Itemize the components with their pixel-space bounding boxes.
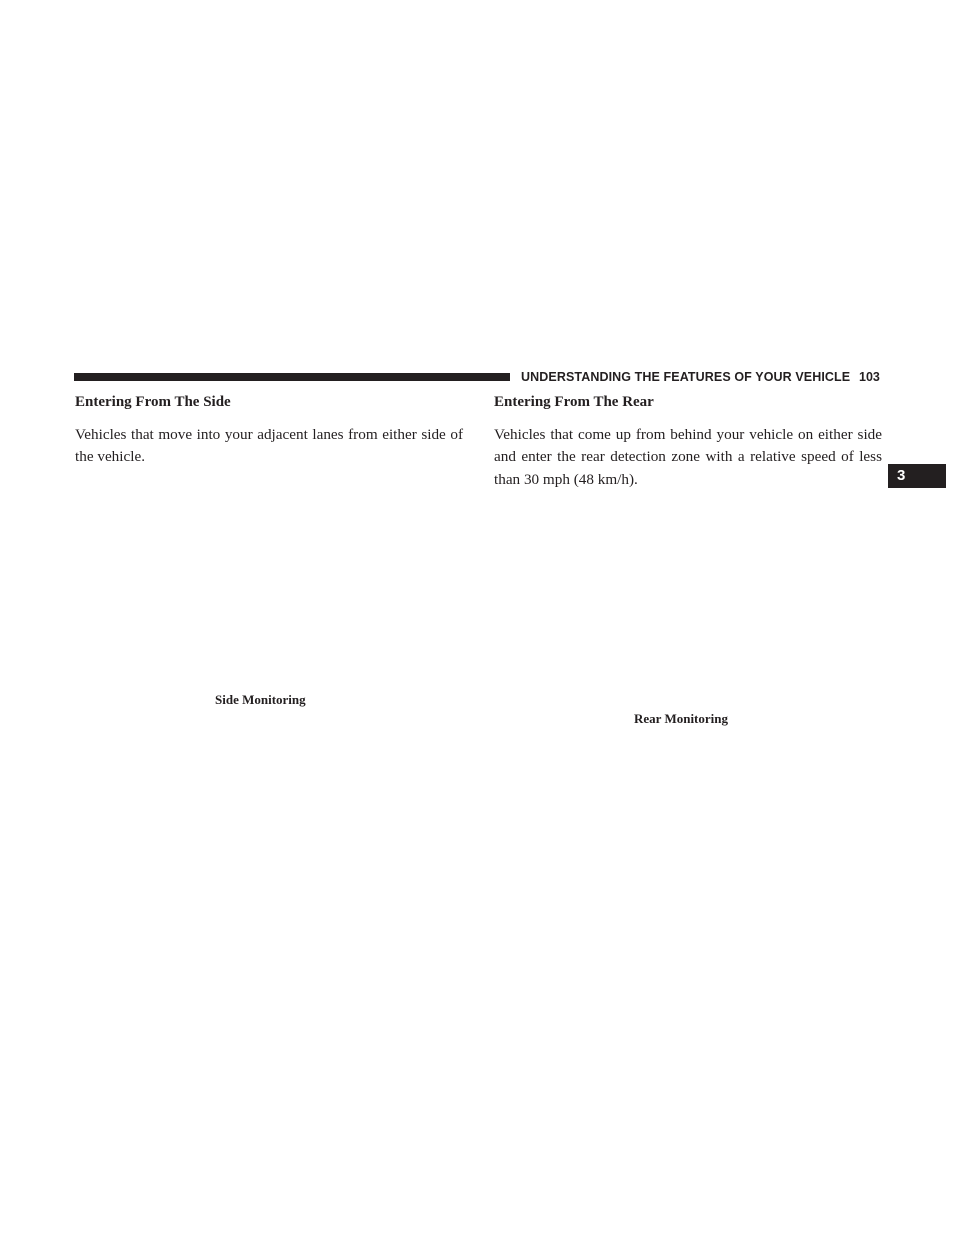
- figure-caption-side-monitoring: Side Monitoring: [215, 692, 306, 707]
- section-heading: Entering From The Side: [75, 394, 231, 410]
- page-number: 103: [859, 370, 880, 384]
- section-entering-from-rear: [494, 393, 882, 491]
- rear-monitoring-figure: [494, 490, 882, 708]
- section-entering-from-side: [75, 393, 463, 469]
- section-body: Vehicles that come up from behind your vehicle on either side and enter the rear detection zone with a relative speed of less than 30 mph (48 km/h).: [494, 426, 882, 488]
- header-rule: [74, 373, 510, 381]
- side-monitoring-figure: [75, 470, 463, 688]
- section-body: Vehicles that move into your adjacent lanes from either side of the vehicle.: [75, 426, 463, 466]
- chapter-tab-number: 3: [897, 467, 906, 484]
- running-header-title: UNDERSTANDING THE FEATURES OF YOUR VEHICLE: [521, 370, 851, 384]
- chapter-tab: [888, 464, 946, 488]
- section-heading: Entering From The Rear: [494, 394, 654, 410]
- figure-caption-rear-monitoring: Rear Monitoring: [634, 711, 728, 726]
